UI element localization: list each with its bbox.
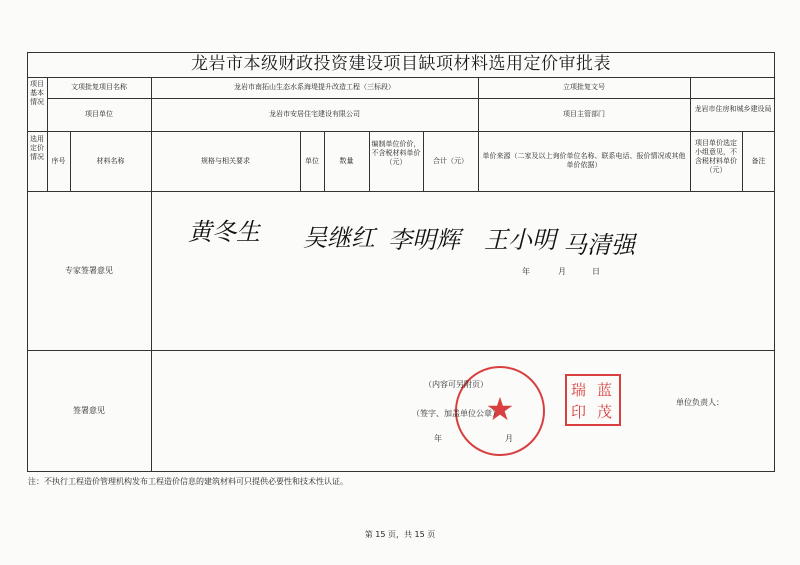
expert-day: 日 bbox=[592, 267, 600, 276]
header-note: 备注 bbox=[751, 157, 766, 165]
row-divider bbox=[27, 77, 775, 78]
col-divider bbox=[47, 77, 48, 191]
supervisor-dept-label: 项目主管部门 bbox=[563, 110, 605, 118]
project-unit-value: 龙岩市安居住宅建设有限公司 bbox=[269, 110, 360, 118]
signature-2: 吴继红 bbox=[303, 224, 375, 252]
row-divider bbox=[27, 131, 775, 132]
personal-square-seal bbox=[565, 374, 621, 426]
header-seq: 序号 bbox=[51, 157, 66, 165]
header-spec: 规格与相关要求 bbox=[201, 157, 250, 165]
row-divider bbox=[47, 98, 775, 99]
header-name: 材料名称 bbox=[96, 157, 125, 165]
header-review-price: 项目单价选定小组意见，不含税材料单价（元） bbox=[695, 139, 737, 174]
sign-month: 月 bbox=[505, 434, 513, 443]
seal-star-icon: ★ bbox=[485, 390, 515, 428]
sign-note: （签字、加盖单位公章） bbox=[412, 409, 500, 418]
section-label-material: 选用定价情况 bbox=[30, 135, 44, 161]
section-label-basic: 项目基本情况 bbox=[30, 80, 44, 106]
seal-char: 茂 bbox=[597, 403, 613, 421]
expert-opinion-label: 专家签署意见 bbox=[65, 266, 113, 275]
expert-year: 年 bbox=[522, 267, 530, 276]
project-name-value: 龙岩市南拓山生态水系海堤提升改造工程（三标段） bbox=[234, 83, 395, 91]
supervisor-dept-value: 龙岩市住房和城乡建设局 bbox=[694, 105, 772, 113]
row-divider bbox=[27, 191, 775, 192]
signature-4: 王小明 bbox=[484, 226, 556, 254]
expert-month: 月 bbox=[558, 267, 566, 276]
row-divider bbox=[27, 350, 775, 351]
signature-3: 李明辉 bbox=[388, 226, 460, 254]
col-divider bbox=[369, 131, 370, 191]
content-note: （内容可另附页） bbox=[424, 380, 488, 389]
col-divider bbox=[151, 191, 152, 472]
project-unit-label: 项目单位 bbox=[85, 110, 113, 118]
page-number: 第 15 页，共 15 页 bbox=[364, 530, 436, 539]
project-name-label: 文项批复项目名称 bbox=[71, 83, 127, 91]
sign-year: 年 bbox=[434, 434, 442, 443]
approval-number-label: 立项批复文号 bbox=[563, 83, 605, 91]
seal-char: 印 bbox=[571, 403, 587, 421]
page-title: 龙岩市本级财政投资建设项目缺项材料选用定价审批表 bbox=[191, 54, 611, 74]
col-divider bbox=[690, 77, 691, 131]
signature-1: 黄冬生 bbox=[188, 218, 260, 246]
header-total: 合计（元） bbox=[433, 157, 468, 165]
col-divider bbox=[690, 131, 691, 191]
header-qty: 数量 bbox=[339, 157, 354, 165]
header-unit-price: 编制单位价价，不含税材料单价（元） bbox=[371, 140, 421, 166]
header-source: 单价来源（二家及以上询价单位名称、联系电话、报价情况或其他单价依据） bbox=[482, 152, 686, 169]
signature-5: 马清强 bbox=[563, 231, 635, 259]
footnote: 注：不执行工程造价管理机构发布工程造价信息的建筑材料可只提供必要性和技术性认证。 bbox=[28, 477, 348, 486]
col-divider bbox=[478, 131, 479, 191]
unit-responsible-label: 单位负责人： bbox=[676, 398, 724, 407]
seal-char: 蓝 bbox=[597, 381, 613, 399]
header-unit: 单位 bbox=[305, 157, 319, 165]
sign-opinion-label: 签署意见 bbox=[73, 406, 105, 415]
seal-char: 瑞 bbox=[571, 381, 587, 399]
